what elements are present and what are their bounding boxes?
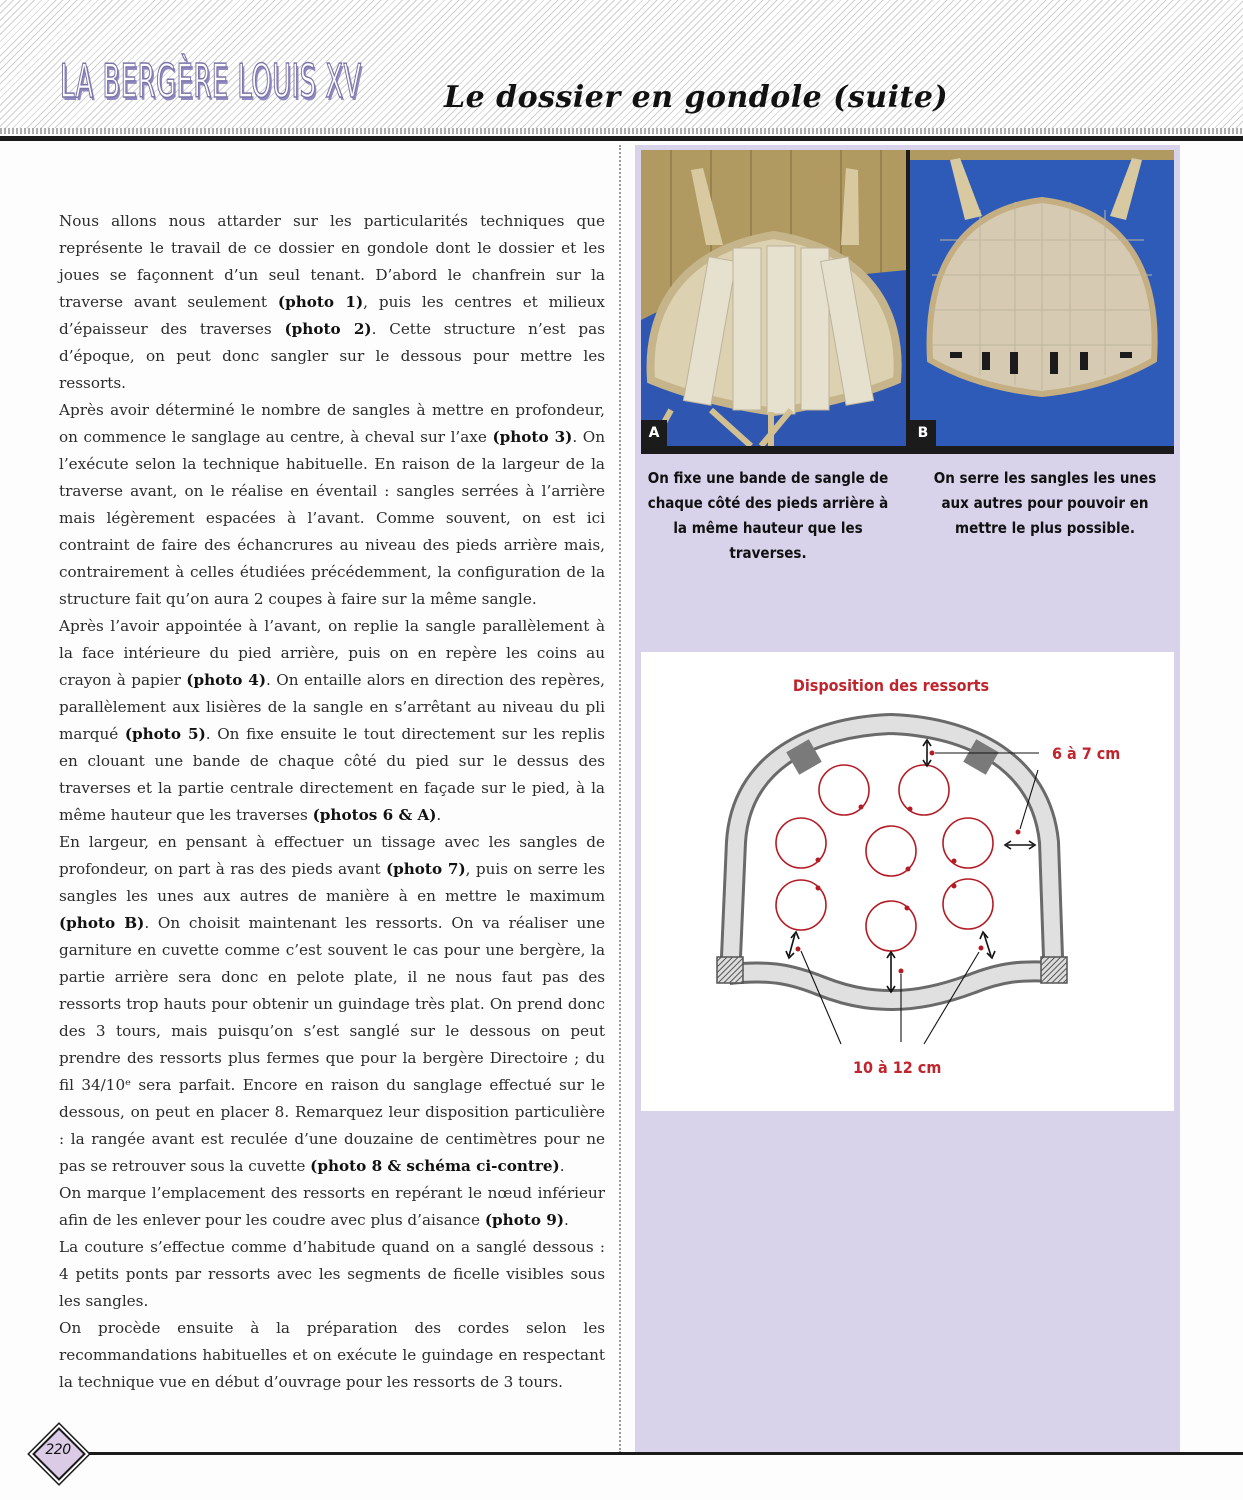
seat-frame-diagram: [641, 652, 1174, 1111]
chair-webbing-photo-a-illustration: [641, 150, 907, 446]
body-paragraph: Après avoir déterminé le nombre de sangles à mettre en profondeur, on commence le sanglage au centre, à cheval sur l’axe (photo 3). On l’exécute selon la technique habituelle. En raison de la largeur de la traverse avant, on le réalise en éventail : sangles serrées à l’arrière mais légèrement espacées à l’avant. Comme souvent, on est ici contraint de faire des échancrures au niveau des pieds arrière mais, contrairement à celles étudiées précédemment, la configuration de la structure fait qu’on aura 2 coupes à faire sur la même sangle.: [59, 401, 606, 608]
article-body: [59, 208, 605, 1396]
body-paragraph: En largeur, en pensant à effectuer un tissage avec les sangles de profondeur, on part à ras des pieds avant (photo 7), puis on serre les sangles les unes aux autres de manière à en mettre le maximum (photo B). On choisit maintenant les ressorts. On va réaliser une garniture en cuvette comme c’est souvent le cas pour une bergère, la partie arrière sera donc en pelote plate, il ne nous faut pas des ressorts trop hauts pour obtenir un guindage très plat. On prend donc des 3 tours, mais puisqu’on s’est sanglé sur le dessous on peut prendre des ressorts plus fermes que pour la bergère Directoire ; du fil 34/10ᵉ sera parfait. Encore en raison du sanglage effectué sur le dessous, on peut en placer 8. Remarquez leur disposition particulière : la rangée avant est reculée d’une douzaine de centimètres pour ne pas se retrouver sous la cuvette (photo 8 & schéma ci-contre).: [59, 833, 605, 1175]
spring-layout-diagram: [641, 652, 1174, 1111]
photo-reference: (photo 5): [124, 725, 206, 743]
chapter-title: LA BERGÈRE LOUIS XV: [60, 54, 362, 108]
photo-caption-a: On fixe une bande de sangle de chaque côté des pieds arrière à la même hauteur que les traverses.: [647, 469, 889, 562]
column-divider: [619, 145, 621, 1453]
body-paragraph: On procède ensuite à la préparation des cordes selon les recommandations habituelles et on exécute le guindage en respectant la technique vue en début d’ouvrage pour les ressorts de 3 tours.: [59, 1319, 605, 1391]
photo-label-a: A: [641, 420, 667, 446]
photo-a: [641, 150, 907, 446]
photo-caption-b: On serre les sangles les unes aux autres pour pouvoir en mettre le plus possible.: [933, 469, 1157, 537]
body-paragraph: Après l’avoir appointée à l’avant, on replie la sangle parallèlement à la face intérieure du pied arrière, puis on en repère les coins au crayon à papier (photo 4). On entaille alors en direction des repères, parallèlement aux lisières de la sangle en s’arrêtant au niveau du pli marqué (photo 5). On fixe ensuite le tout directement sur les replis en clouant une bande de chaque côté du pied sur le dessus des traverses et la partie centrale directement en façade sur le pied, à la même hauteur que les traverses (photos 6 & A).: [59, 617, 605, 824]
photo-label-b: B: [910, 420, 936, 446]
chair-webbing-photo-b-illustration: [910, 150, 1174, 446]
diagram-label-side-gap: 6 à 7 cm: [1052, 744, 1121, 763]
photo-reference: (photo 4): [186, 671, 267, 689]
photo-bottom-bar: [641, 446, 1174, 454]
body-paragraph: On marque l’emplacement des ressorts en repérant le nœud inférieur afin de les enlever pour les coudre avec plus d’aisance (photo 9).: [59, 1184, 605, 1229]
photo-reference: (photos 6 & A): [312, 806, 437, 824]
body-paragraph: Nous allons nous attarder sur les particularités techniques que représente le travail de ce dossier en gondole dont le dossier et les joues se façonnent d’un seul tenant. D’abord le chanfrein sur la traverse avant seulement (photo 1), puis les centres et milieux d’épaisseur des traverses (photo 2). Cette structure n’est pas d’époque, on peut donc sangler sur le dessous pour mettre les ressorts.: [59, 212, 605, 392]
section-subtitle: Le dossier en gondole (suite): [444, 80, 949, 115]
photo-b: [910, 150, 1174, 446]
page-number: 220: [45, 1442, 71, 1458]
header-checker-rule: [0, 128, 1243, 134]
photo-reference: (photo 3): [492, 428, 573, 446]
photo-reference: (photo 2): [284, 320, 372, 338]
photo-reference: (photo 7): [385, 860, 466, 878]
diagram-title: Disposition des ressorts: [792, 676, 990, 695]
photo-reference: (photo 1): [277, 293, 364, 311]
photo-reference: (photo B): [59, 914, 145, 932]
photo-reference: (photo 9): [484, 1211, 565, 1229]
header-rule: [0, 136, 1243, 141]
photo-reference: (photo 8 & schéma ci-contre): [310, 1157, 560, 1175]
diagram-label-front-gap: 10 à 12 cm: [853, 1058, 942, 1077]
footer-rule: [80, 1452, 1243, 1455]
body-paragraph: La couture s’effectue comme d’habitude quand on a sanglé dessous : 4 petits ponts par ressorts avec les segments de ficelle visibles sous les sangles.: [59, 1238, 605, 1310]
